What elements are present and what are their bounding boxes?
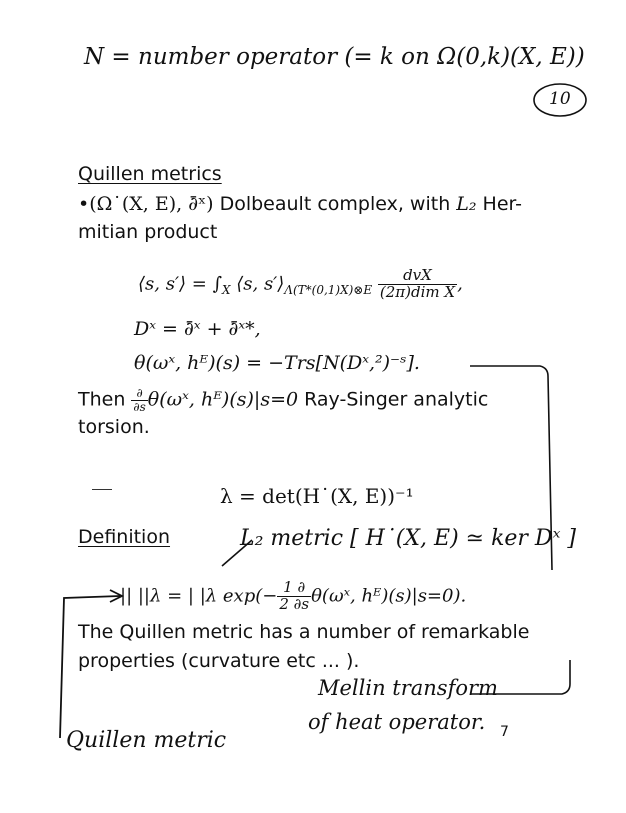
- then-rest: Ray-Singer analytic: [298, 388, 489, 411]
- paragraph-line-1: The Quillen metric has a number of remarkable: [78, 621, 530, 643]
- then-frac-num: ∂: [131, 387, 147, 401]
- definition-label: Definition: [78, 526, 171, 548]
- margin-dash: [92, 489, 112, 490]
- intro-math-l2: L₂: [456, 193, 477, 215]
- eq1-sub: Λ(T*(0,1)X)⊗E: [284, 282, 373, 297]
- lambda-equation: λ = det(H˙(X, E))⁻¹: [220, 484, 414, 508]
- section-title: Quillen metrics: [78, 163, 222, 185]
- page-circle-number: 10: [549, 89, 571, 109]
- then-frac-den: ∂s: [133, 399, 146, 414]
- eq1-mid: ⟨s, s′⟩: [236, 273, 285, 295]
- intro-line-2: mitian product: [78, 221, 218, 243]
- def-frac-num: 1 ∂: [277, 580, 311, 597]
- handwritten-quillen-metric: Quillen metric: [66, 728, 227, 753]
- def-frac-den: 2 ∂s: [279, 594, 310, 613]
- eq1-lhs: ⟨s, s′⟩ = ∫: [138, 273, 222, 295]
- intro-text: Dolbeault complex, with: [213, 193, 457, 215]
- intro-math-complex: •(Ω˙(X, E), ∂̄ˣ): [78, 193, 214, 215]
- eq1-fraction: [378, 268, 457, 301]
- then-fraction: [131, 387, 147, 413]
- handwritten-number-operator: N = number operator (= k on Ω(0,k)(X, E)): [84, 44, 585, 70]
- equation-inner-product: [138, 268, 463, 301]
- equation-dirac: Dˣ = ∂̄ˣ + ∂̄ˣ*,: [134, 318, 261, 340]
- eq1-numerator: dvX: [378, 268, 457, 285]
- then-word: Then: [78, 388, 132, 411]
- handwritten-l2-metric: L₂ metric [ H˙(X, E) ≃ ker Dˣ ]: [240, 526, 576, 551]
- then-line: [78, 387, 488, 413]
- def-fraction: [277, 580, 311, 613]
- eq1-end: ,: [457, 273, 463, 295]
- eq1-denominator: (2π)dim X: [379, 282, 456, 301]
- handwritten-mellin-1: Mellin transform: [318, 676, 498, 700]
- intro-line-1: [78, 193, 522, 215]
- equation-theta: θ(ωˣ, hᴱ)(s) = −Trs[N(Dˣ,²)⁻ˢ].: [134, 352, 420, 374]
- quillen-definition-equation: [120, 580, 466, 613]
- def-eq-left: || ||λ = | |λ exp(−: [120, 585, 278, 607]
- intro-end: Her-: [476, 193, 522, 215]
- then-math: θ(ωˣ, hᴱ)(s)|s=0: [147, 388, 299, 411]
- then-line-2: torsion.: [78, 416, 150, 438]
- paragraph-line-2: properties (curvature etc ... ).: [78, 650, 360, 672]
- eq1-sub-x: X: [221, 282, 231, 297]
- def-eq-right: θ(ωˣ, hᴱ)(s)|s=0).: [311, 585, 467, 607]
- handwritten-mellin-2: of heat operator.: [308, 710, 486, 734]
- page-number: 7: [500, 724, 509, 740]
